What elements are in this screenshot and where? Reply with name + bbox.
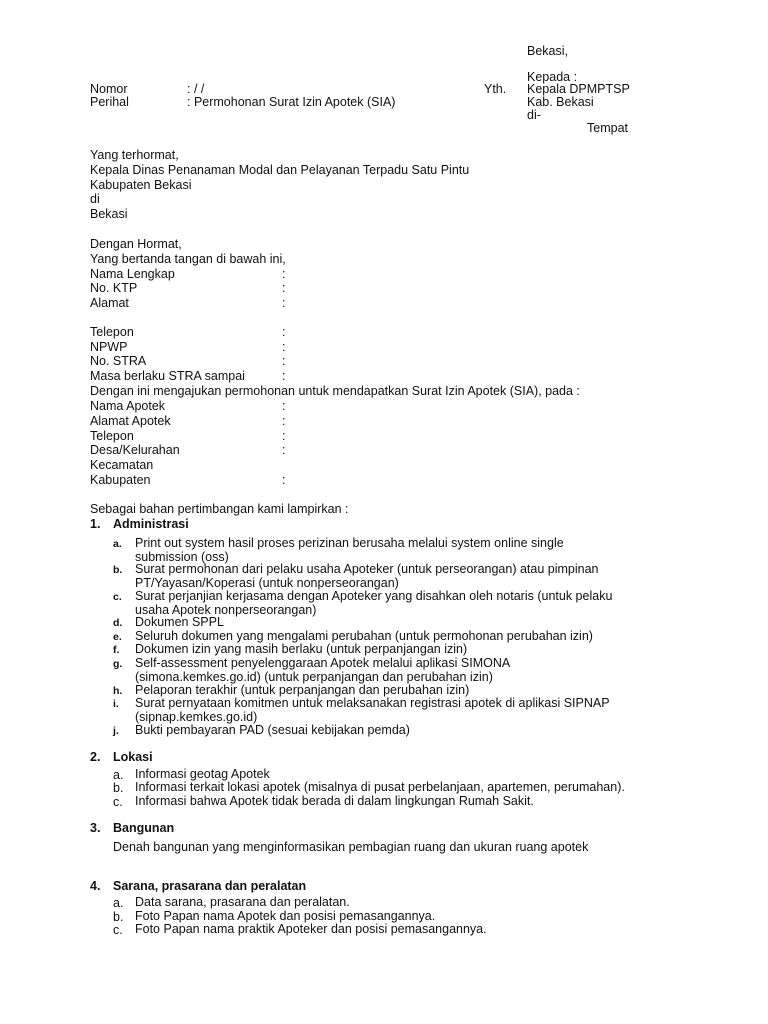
kepada-label: Kepada : <box>527 70 578 84</box>
section-title: Administrasi <box>113 517 189 531</box>
list-item-text: Foto Papan nama Apotek dan posisi pemasangannya. <box>135 909 436 923</box>
field-colon: : <box>282 443 286 457</box>
section-number: 2. <box>90 750 101 764</box>
section-title: Sarana, prasarana dan peralatan <box>113 879 307 893</box>
section-number: 1. <box>90 517 101 531</box>
list-marker: c. <box>113 923 123 937</box>
list-item-text: Dokumen izin yang masih berlaku (untuk perpanjangan izin) <box>135 642 468 656</box>
field-label: Alamat <box>90 296 129 310</box>
list-item-text: Surat pernyataan komitmen untuk melaksanakan registrasi apotek di aplikasi SIPNAP <box>135 696 610 710</box>
list-item-text: usaha Apotek nonperseorangan) <box>135 602 317 617</box>
list-item-text: Foto Papan nama praktik Apoteker dan posisi pemasangannya. <box>135 922 487 936</box>
list-marker: d. <box>113 617 123 629</box>
list-marker: g. <box>113 658 123 670</box>
section-number: 3. <box>90 821 101 835</box>
yth-label: Yth. <box>484 82 507 96</box>
list-item-text: Bukti pembayaran PAD (sesuai kebijakan pemda) <box>135 723 410 737</box>
section-text: Denah bangunan yang menginformasikan pembagian ruang dan ukuran ruang apotek <box>113 840 589 854</box>
field-label: Desa/Kelurahan <box>90 443 180 457</box>
list-marker: i. <box>113 698 119 710</box>
intro-sentence: Yang bertanda tangan di bawah ini, <box>90 252 286 266</box>
letter-place: Bekasi, <box>527 44 568 58</box>
field-label: Telepon <box>90 429 134 443</box>
request-sentence: Dengan ini mengajukan permohonan untuk mendapatkan Surat Izin Apotek (SIA), pada : <box>90 384 580 398</box>
field-label: NPWP <box>90 340 128 354</box>
list-item-text: Pelaporan terakhir (untuk perpanjangan dan perubahan izin) <box>135 683 470 697</box>
field-colon: : <box>282 296 286 310</box>
address-line: Yang terhormat, <box>90 148 179 162</box>
field-label: Telepon <box>90 325 134 339</box>
section-title: Bangunan <box>113 821 175 835</box>
nomor-value: : / / <box>187 82 205 96</box>
kepada-recipient: Kepala DPMPTSP <box>527 82 630 96</box>
field-label: No. STRA <box>90 354 147 368</box>
field-colon: : <box>282 340 286 354</box>
list-marker: a. <box>113 538 122 550</box>
perihal-value: : Permohonan Surat Izin Apotek (SIA) <box>187 95 396 109</box>
attachments-intro: Sebagai bahan pertimbangan kami lampirkan : <box>90 502 349 516</box>
list-item-text: Seluruh dokumen yang mengalami perubahan (untuk permohonan perubahan izin) <box>135 629 593 643</box>
field-label: Alamat Apotek <box>90 414 171 428</box>
section-title: Lokasi <box>113 750 153 764</box>
list-item-text: Informasi geotag Apotek <box>135 767 270 781</box>
kepada-tempat: Tempat <box>587 121 628 135</box>
list-item-text: Dokumen SPPL <box>135 615 224 629</box>
list-item-text: PT/Yayasan/Koperasi (untuk nonperseorangan) <box>135 575 399 590</box>
address-line: Kepala Dinas Penanaman Modal dan Pelayanan Terpadu Satu Pintu <box>90 163 470 177</box>
field-colon: : <box>282 473 286 487</box>
list-item-text: Data sarana, prasarana dan peralatan. <box>135 895 350 909</box>
field-label: Nama Lengkap <box>90 267 175 281</box>
list-item-text: submission (oss) <box>135 549 229 564</box>
field-colon: : <box>282 369 286 383</box>
field-colon: : <box>282 414 286 428</box>
field-colon: : <box>282 325 286 339</box>
list-item-text: (sipnap.kemkes.go.id) <box>135 709 258 724</box>
field-label: No. KTP <box>90 281 138 295</box>
field-colon: : <box>282 429 286 443</box>
list-marker: a. <box>113 768 124 782</box>
list-item-text: Self-assessment penyelenggaraan Apotek melalui aplikasi SIMONA <box>135 656 511 670</box>
field-colon: : <box>282 354 286 368</box>
list-marker: b. <box>113 564 123 576</box>
nomor-label: Nomor <box>90 82 128 96</box>
list-marker: f. <box>113 644 120 656</box>
list-item-text: Surat perjanjian kerjasama dengan Apoteker yang disahkan oleh notaris (untuk pelaku <box>135 589 613 603</box>
list-item-text: (simona.kemkes.go.id) (untuk perpanjangan dan perubahan izin) <box>135 669 493 684</box>
kepada-region: Kab. Bekasi <box>527 95 594 109</box>
list-marker: c. <box>113 591 122 603</box>
field-colon: : <box>282 281 286 295</box>
list-marker: h. <box>113 685 123 697</box>
list-marker: e. <box>113 631 122 643</box>
kepada-di: di- <box>527 108 541 122</box>
list-marker: b. <box>113 781 124 795</box>
list-marker: b. <box>113 910 124 924</box>
list-marker: c. <box>113 795 123 809</box>
list-item-text: Informasi terkait lokasi apotek (misalnya di pusat perbelanjaan, apartemen, perumahan). <box>135 780 625 794</box>
address-line: Kabupaten Bekasi <box>90 178 192 192</box>
field-label: Kabupaten <box>90 473 151 487</box>
field-colon: : <box>282 267 286 281</box>
field-colon: : <box>282 399 286 413</box>
list-marker: j. <box>113 725 119 737</box>
section-number: 4. <box>90 879 101 893</box>
list-marker: a. <box>113 896 124 910</box>
field-label: Masa berlaku STRA sampai <box>90 369 245 383</box>
field-label: Nama Apotek <box>90 399 166 413</box>
greeting: Dengan Hormat, <box>90 237 182 251</box>
list-item-text: Surat permohonan dari pelaku usaha Apoteker (untuk perseorangan) atau pimpinan <box>135 562 599 576</box>
field-label: Kecamatan <box>90 458 154 472</box>
address-line: di <box>90 192 100 206</box>
perihal-label: Perihal <box>90 95 129 109</box>
address-line: Bekasi <box>90 207 128 221</box>
list-item-text: Informasi bahwa Apotek tidak berada di dalam lingkungan Rumah Sakit. <box>135 794 534 808</box>
list-item-text: Print out system hasil proses perizinan berusaha melalui system online single <box>135 536 564 550</box>
